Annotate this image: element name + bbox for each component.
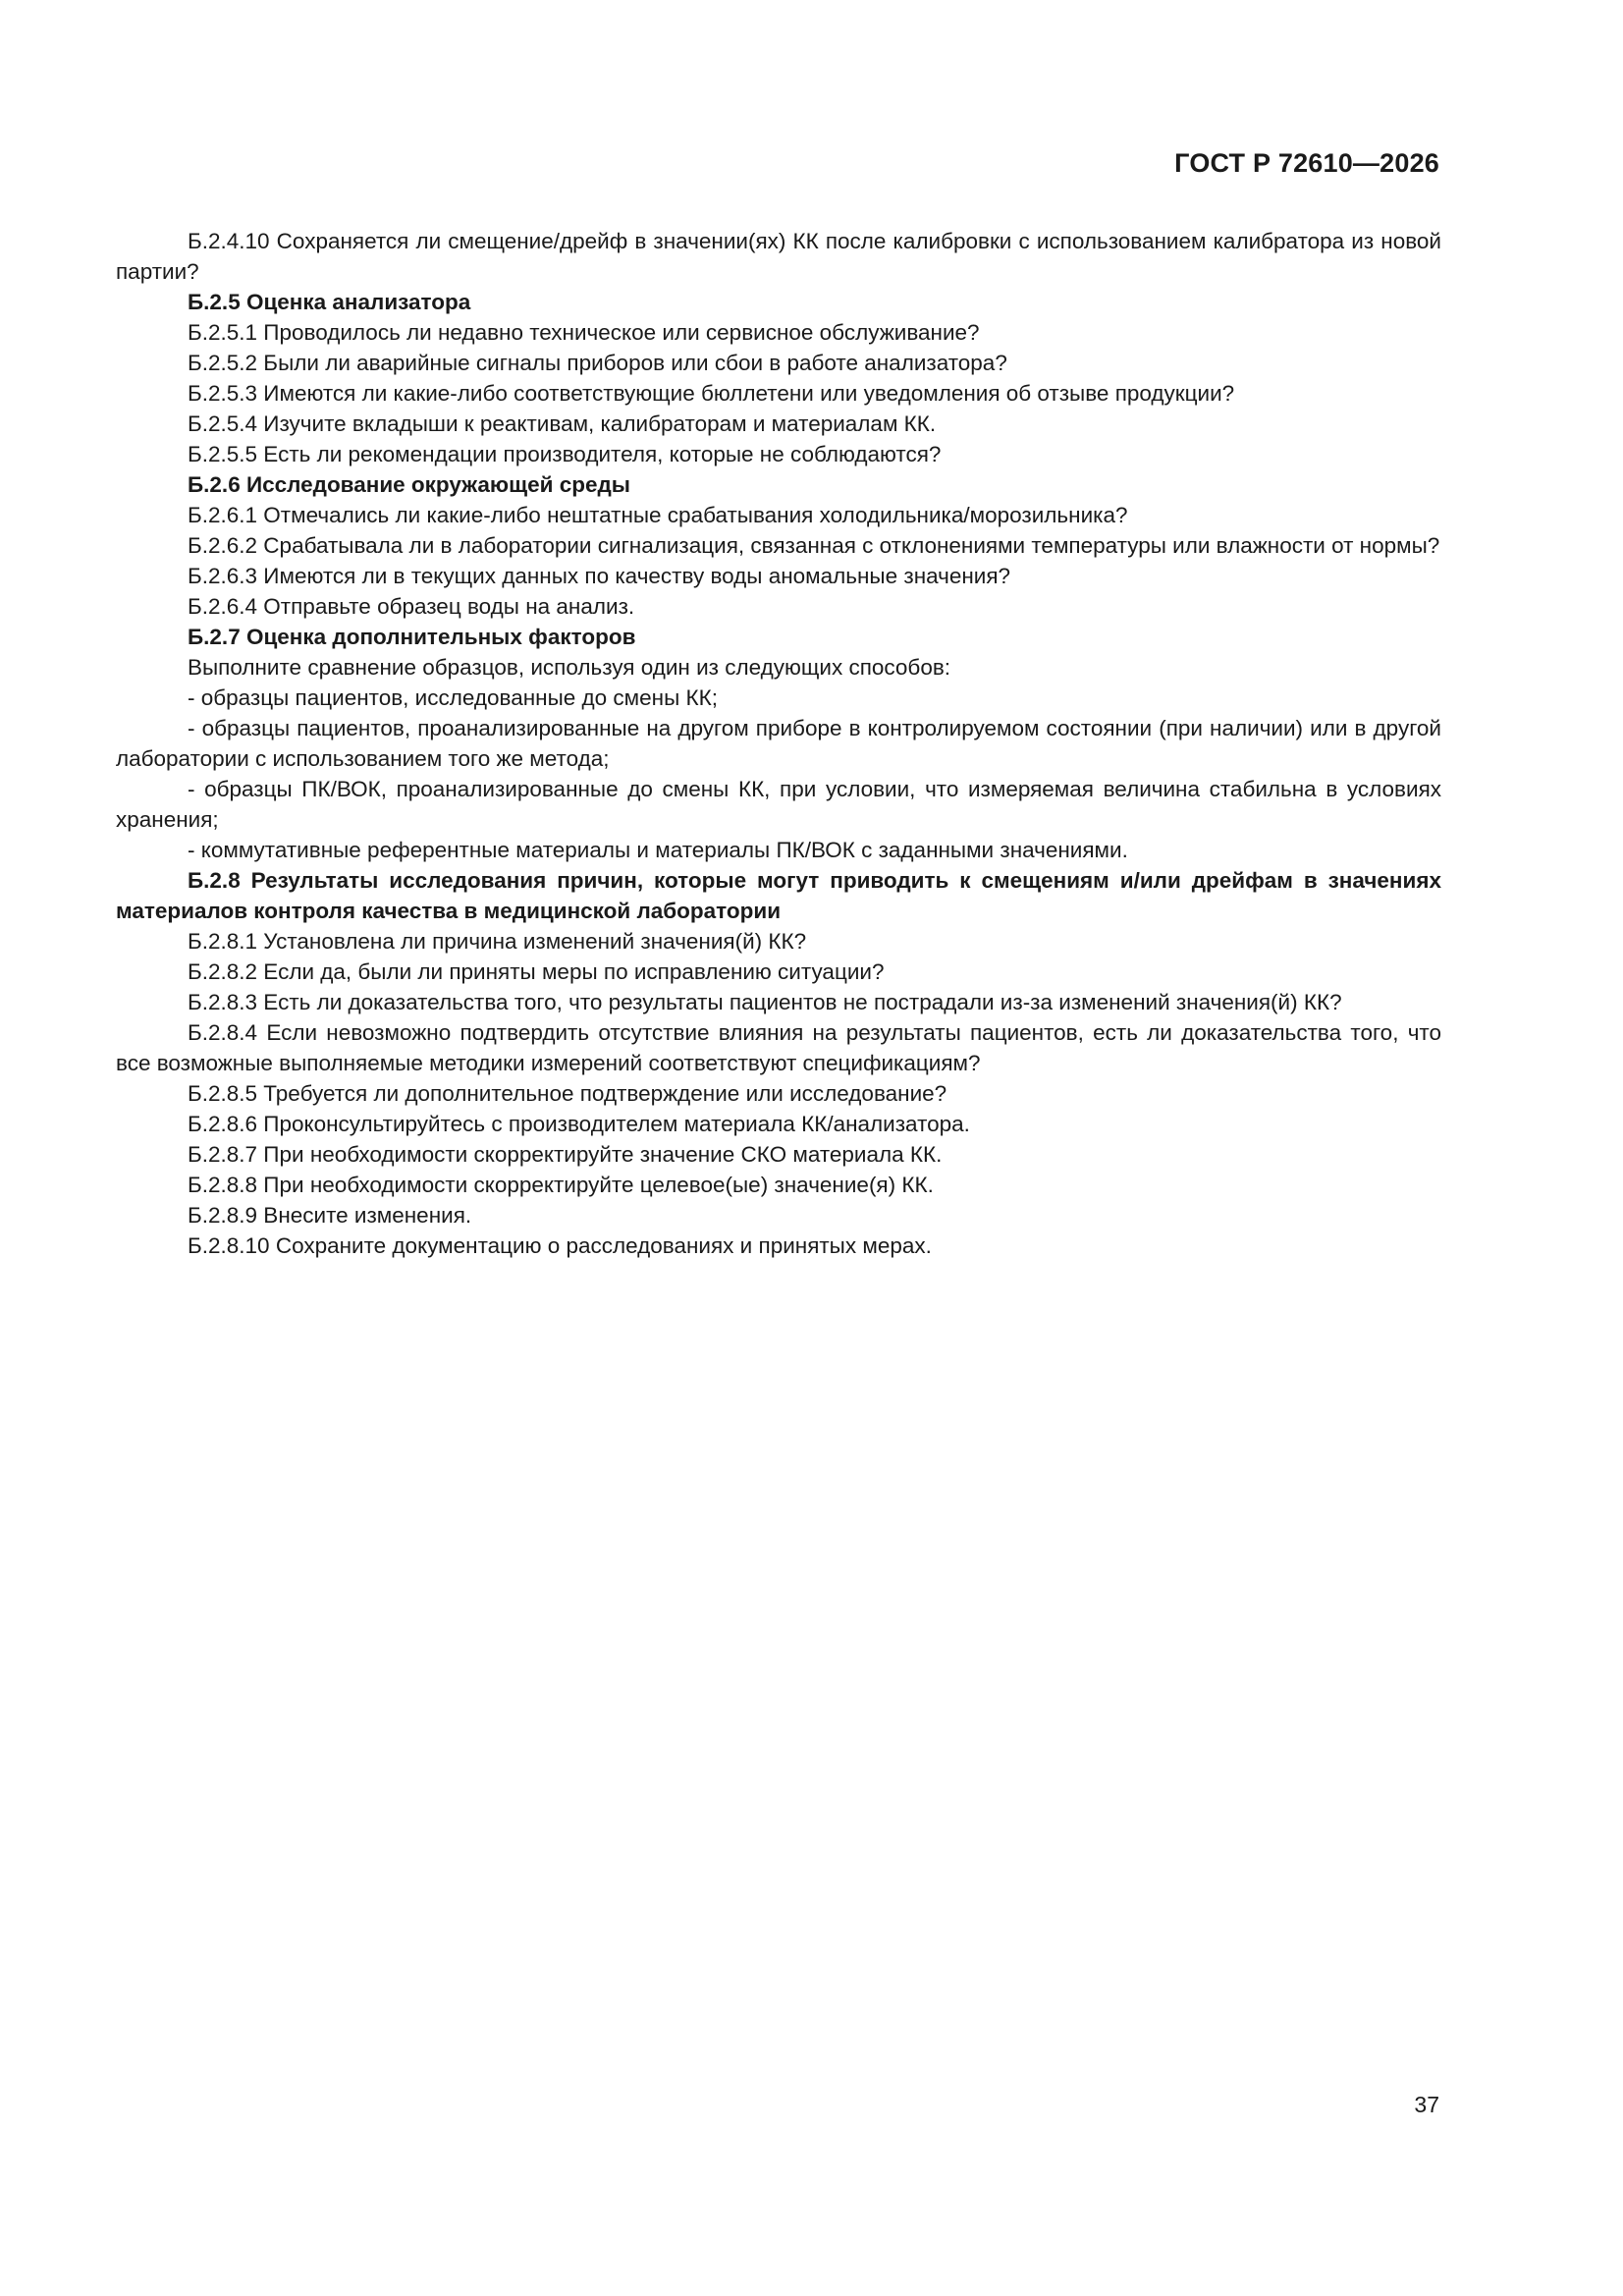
- paragraph-b-2-8-2: Б.2.8.2 Если да, были ли приняты меры по исправлению ситуации?: [188, 959, 885, 984]
- paragraph-b-2-8-5: Б.2.8.5 Требуется ли дополнительное подтверждение или исследование?: [188, 1081, 947, 1106]
- section-heading-b-2-8: Б.2.8 Результаты исследования причин, которые могут приводить к смещениям и/или дрейфам в значениях материалов контроля качества в медицинской лаборатории: [116, 868, 1441, 923]
- paragraph-intro-comparison: Выполните сравнение образцов, используя один из следующих способов:: [188, 655, 951, 680]
- paragraph-b-2-6-2: Б.2.6.2 Срабатывала ли в лаборатории сигнализация, связанная с отклонениями температуры или влажности от нормы?: [188, 533, 1440, 558]
- paragraph-b-2-8-9: Б.2.8.9 Внесите изменения.: [188, 1203, 472, 1228]
- paragraph-b-2-5-4: Б.2.5.4 Изучите вкладыши к реактивам, калибраторам и материалам КК.: [188, 411, 937, 436]
- paragraph-b-2-6-1: Б.2.6.1 Отмечались ли какие-либо нештатные срабатывания холодильника/морозильника?: [188, 503, 1128, 527]
- paragraph-b-2-5-5: Б.2.5.5 Есть ли рекомендации производителя, которые не соблюдаются?: [188, 442, 942, 466]
- document-body: [116, 226, 1441, 1261]
- list-item-patient-samples-before: - образцы пациентов, исследованные до смены КК;: [188, 685, 718, 710]
- paragraph-b-2-8-4: Б.2.8.4 Если невозможно подтвердить отсутствие влияния на результаты пациентов, есть ли доказательства того, что все возможные выполняемые методики измерений соответствуют спецификациям?: [116, 1020, 1441, 1075]
- page-number: 37: [1414, 2092, 1439, 2117]
- paragraph-b-2-6-3: Б.2.6.3 Имеются ли в текущих данных по качеству воды аномальные значения?: [188, 564, 1011, 588]
- paragraph-b-2-5-2: Б.2.5.2 Были ли аварийные сигналы приборов или сбои в работе анализатора?: [188, 351, 1007, 375]
- paragraph-b-2-5-3: Б.2.5.3 Имеются ли какие-либо соответствующие бюллетени или уведомления об отзыве продукции?: [188, 381, 1235, 406]
- paragraph-b-2-8-7: Б.2.8.7 При необходимости скорректируйте значение СКО материала КК.: [188, 1142, 943, 1167]
- section-heading-b-2-5: Б.2.5 Оценка анализатора: [188, 290, 471, 314]
- paragraph-b-2-8-10: Б.2.8.10 Сохраните документацию о расследованиях и принятых мерах.: [188, 1233, 932, 1258]
- paragraph-b-2-5-1: Б.2.5.1 Проводилось ли недавно техническое или сервисное обслуживание?: [188, 320, 980, 345]
- section-heading-b-2-7: Б.2.7 Оценка дополнительных факторов: [188, 625, 636, 649]
- paragraph-b-2-8-1: Б.2.8.1 Установлена ли причина изменений значения(й) КК?: [188, 929, 807, 954]
- list-item-commutative-materials: - коммутативные референтные материалы и материалы ПК/ВОК с заданными значениями.: [188, 838, 1128, 862]
- paragraph-b-2-8-3: Б.2.8.3 Есть ли доказательства того, что результаты пациентов не пострадали из-за изменений значения(й) КК?: [188, 990, 1342, 1014]
- document-code-header: ГОСТ Р 72610—2026: [1174, 148, 1439, 178]
- paragraph-b-2-6-4: Б.2.6.4 Отправьте образец воды на анализ.: [188, 594, 635, 619]
- paragraph-b-2-8-8: Б.2.8.8 При необходимости скорректируйте целевое(ые) значение(я) КК.: [188, 1173, 934, 1197]
- paragraph-b-2-8-6: Б.2.8.6 Проконсультируйтесь с производителем материала КК/анализатора.: [188, 1112, 970, 1136]
- section-heading-b-2-6: Б.2.6 Исследование окружающей среды: [188, 472, 630, 497]
- list-item-pk-vok-samples: - образцы ПК/ВОК, проанализированные до смены КК, при условии, что измеряемая величина стабильна в условиях хранения;: [116, 777, 1441, 832]
- list-item-patient-samples-other-device: - образцы пациентов, проанализированные на другом приборе в контролируемом состоянии (при наличии) или в другой лаборатории с использованием того же метода;: [116, 716, 1441, 771]
- paragraph-b-2-4-10: Б.2.4.10 Сохраняется ли смещение/дрейф в значении(ях) КК после калибровки с использованием калибратора из новой партии?: [116, 229, 1441, 284]
